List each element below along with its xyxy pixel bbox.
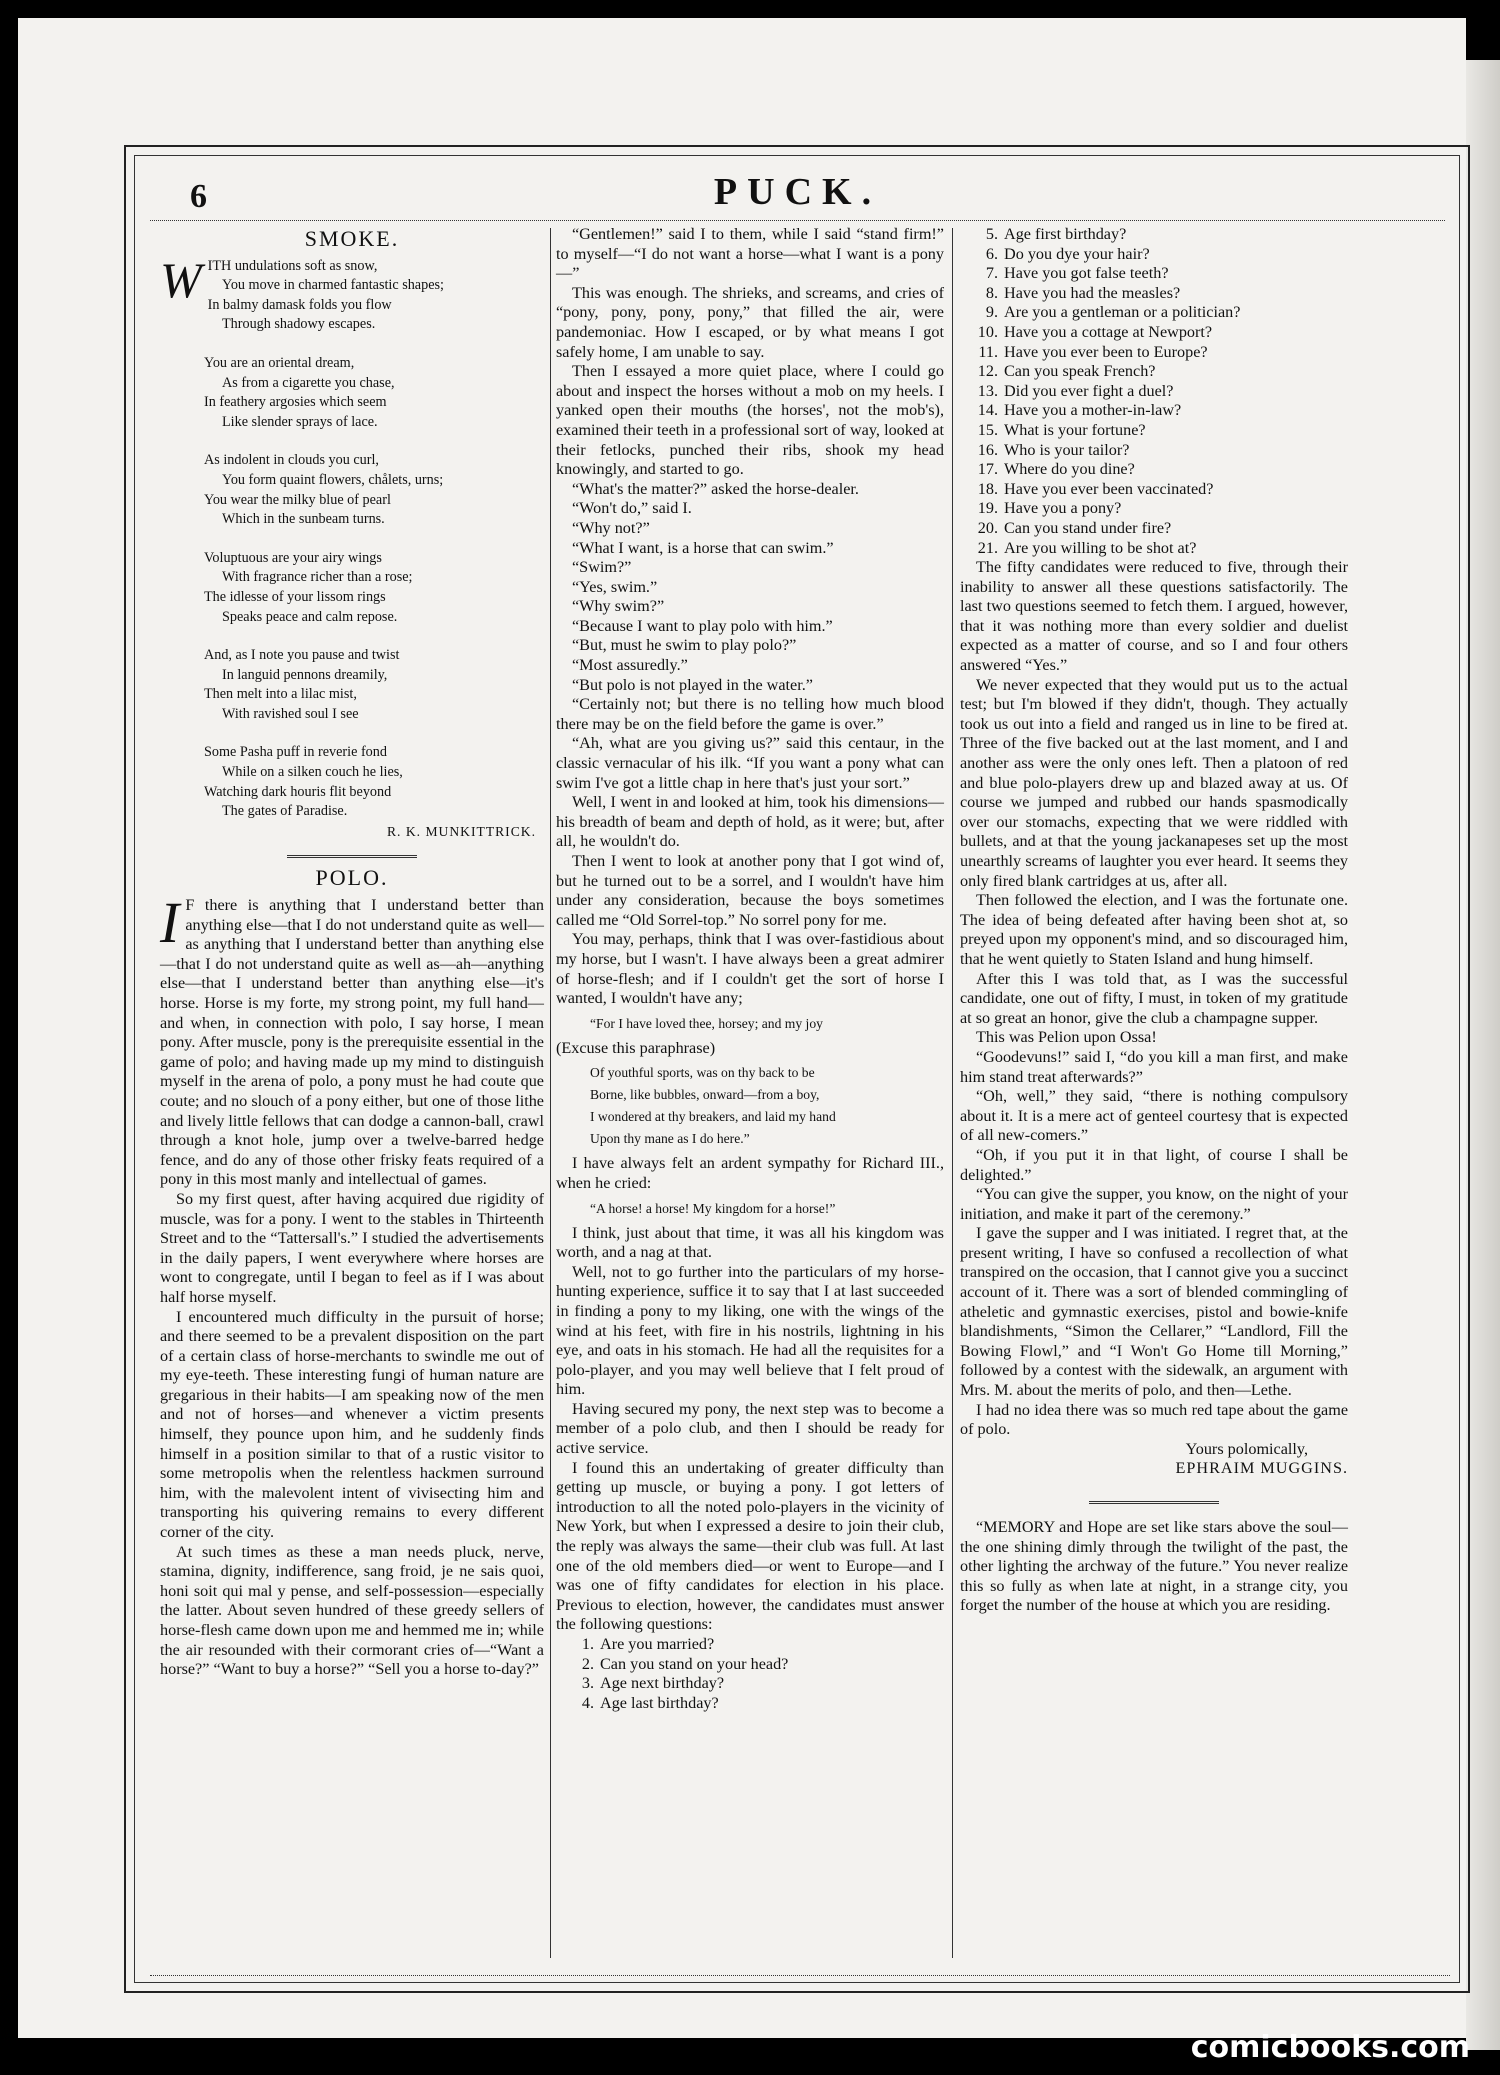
paragraph: The fifty candidates were reduced to five, through their inability to answer all these questions satisfactorily. The last two questions seemed to fetch them. I argued, however, that it was nothing more than every soldier and duelist expected as a matter of course, and so I and four others answered “Yes.”	[960, 558, 1348, 675]
dialogue-line: “What's the matter?” asked the horse-dealer.	[572, 479, 859, 498]
column-3	[960, 225, 1348, 1616]
poem-line: Watching dark houris flit beyond	[204, 783, 392, 800]
paragraph: “Goodevuns!” said I, “do you kill a man first, and make him stand treat afterwards?”	[960, 1047, 1348, 1086]
verse-quote	[556, 1062, 944, 1150]
paragraph: I found this an undertaking of greater difficulty than getting up muscle, or buying a pony. I got letters of introduction to all the noted polo-players in the vicinity of New York, but when I expressed a desire to join their club, the reply was always the same—their club was full. At last one of the old members died—or went to Europe—and I was one of fifty candidates for election in his place. Previous to election, however, the candidates must answer the following questions:	[556, 1458, 944, 1634]
signature: EPHRAIM MUGGINS.	[1175, 1459, 1348, 1478]
quote-richard: “A horse! a horse! My kingdom for a horse!”	[590, 1200, 836, 1216]
paragraph: “Oh, if you put it in that light, of course I shall be delighted.”	[960, 1145, 1348, 1184]
drop-cap: I	[160, 890, 180, 956]
poem-line: With ravished soul I see	[222, 705, 359, 722]
question-list	[960, 225, 1348, 558]
question-item: 16. Who is your tailor?	[977, 440, 1130, 459]
question-item: 9. Are you a gentleman or a politician?	[985, 303, 1241, 322]
question-item: 19. Have you a pony?	[977, 499, 1122, 518]
poem-line: Which in the sunbeam turns.	[222, 511, 385, 528]
question-item: 8. Have you had the measles?	[985, 283, 1181, 302]
poem-line: You move in charmed fantastic shapes;	[222, 277, 444, 294]
paragraph: You may, perhaps, think that I was over-fastidious about my horse, but I wasn't. I have always been a great admirer of horse-flesh; and if I couldn't get the sort of horse I wanted, I wouldn't have any;	[556, 930, 944, 1008]
paragraph: I gave the supper and I was initiated. I regret that, at the present writing, I have so confused a recollection of what transpired on the occasion, that I cannot give you a succinct account of it. There was a sort of blended commingling of atheletic and gymnastic exercises, pistol and bowie-knife blandishments, “Simon the Cellarer,” “Landlord, Fill the Bowing Flowl,” and “I Won't Go Home till Morning,” followed by a contest with the sidewalk, an argument with Mrs. M. about the merits of polo, and then—Lethe.	[960, 1224, 1348, 1400]
dialogue-line: “What I want, is a horse that can swim.”	[572, 538, 834, 557]
question-item: 15. What is your fortune?	[977, 420, 1146, 439]
paragraph: F there is anything that I understand better than anything else—that I do not understand quite as well—as anything that I understand better than anything else—that I do not understand quite as well as—ah—anything else—that I understand better than anything else—it's horse. Horse is my forte, my strong point, my full hand—and when, in connection with polo, I say horse, I mean pony. After muscle, pony is the prerequisite essential in the game of polo; and having made up my mind to distinguish myself in the arena of polo, a pony must he had coute que coute; and no slouch of a pony either, but one of those lithe and lively little fellows that can dodge a cannon-ball, crawl through a knot hole, jump over a twelve-barred hedge fence, and do any of those other frisky feats required of a pony in this most manly and intellectual of games.	[160, 896, 544, 1189]
drop-cap: W	[160, 251, 202, 308]
section-separator	[287, 855, 417, 858]
poem-line: In feathery argosies which seem	[204, 394, 387, 411]
question-item: 11. Have you ever been to Europe?	[978, 342, 1208, 361]
paragraph: At such times as these a man needs pluck, nerve, stamina, dignity, indifference, sang froid, je ne sais quoi, honi soit qui mal y pense, and self-possession—especially the latter. About seven hundred of these greedy sellers of horse-flesh came down upon me and hemmed me in; while the air resounded with their cormorant cries of—“Want a horse?” “Want to buy a horse?” “Sell you a horse to-day?”	[160, 1542, 544, 1679]
question-item: 6. Do you dye your hair?	[985, 244, 1150, 263]
paragraph: Then I essayed a more quiet place, where I could go about and inspect the horses without a mob on my heels. I yanked open their mouths (the horses', not the mob's), examined their teeth in a professional sort of way, looked at their fetlocks, punched their ribs, shook my head knowingly, and started to go.	[556, 362, 944, 479]
poem-line: As indolent in clouds you curl,	[204, 452, 379, 469]
question-item: 21. Are you willing to be shot at?	[977, 538, 1197, 557]
column-2	[556, 225, 944, 1713]
paragraph: We never expected that they would put us to the actual test; but I'm blowed if they didn't, though. They actually took us out into a field and ranged us in line to be fired at. Three of the five backed out at the last moment, and I and another ass were the only ones left. Then a platoon of red and blue polo-players drew up and blazed away at us. Of course we jumped and rubbed our hands spasmodically over our stomachs, expecting that we were riddled with bullets, and at that the young jackanapeses set up the most unearthly screams of laughter you ever heard. It seems they only fired blank cartridges at us, after all.	[960, 675, 1348, 890]
poem-line: As from a cigarette you chase,	[222, 374, 395, 391]
dialogue-line: “But, must he swim to play polo?”	[572, 636, 797, 655]
question-item: 17. Where do you dine?	[977, 460, 1135, 479]
dialogue-line: “Why not?”	[572, 518, 650, 537]
adjacent-page-edge	[1466, 60, 1500, 2050]
poem-line: With fragrance richer than a rose;	[222, 569, 413, 586]
stanza	[204, 451, 544, 529]
column-rule	[550, 228, 551, 1958]
paragraph: Then I went to look at another pony that I got wind of, but he turned out to be a sorrel, and I wouldn't have him under any consideration, because the boys sometimes called me “Old Sorrel-top.” No sorrel pony for me.	[556, 852, 944, 929]
poem-title: SMOKE.	[304, 226, 400, 251]
poem-line: Like slender sprays of lace.	[222, 413, 378, 430]
poem-line: The idlesse of your lissom rings	[204, 588, 386, 605]
question-item: 4. Age last birthday?	[581, 1693, 719, 1712]
paragraph: “Oh, well,” they said, “there is nothing compulsory about it. It is a mere act of genteel courtesy that is expected of all new-comers.”	[960, 1087, 1348, 1145]
masthead: PUCK.	[713, 171, 882, 213]
dialogue-line: “Yes, swim.”	[572, 577, 658, 596]
stanza	[204, 257, 544, 335]
paragraph: After this I was told that, as I was the successful candidate, one out of fifty, I must, in token of my gratitude at so great an honor, give the club a champagne supper.	[960, 969, 1348, 1027]
poem-line: While on a silken couch he lies,	[222, 764, 403, 781]
stanza	[204, 646, 544, 724]
poem-line: In balmy damask folds you flow	[207, 296, 392, 313]
dialogue-line: “Swim?”	[572, 558, 632, 577]
paragraph: This was Pelion upon Ossa!	[976, 1028, 1157, 1047]
question-item: 20. Can you stand under fire?	[977, 518, 1172, 537]
dialogue-line: “But polo is not played in the water.”	[572, 675, 813, 694]
question-item: 18. Have you ever been vaccinated?	[977, 479, 1214, 498]
paragraph: Having secured my pony, the next step was to become a member of a polo club, and then I should be ready for active service.	[556, 1399, 944, 1458]
question-item: 7. Have you got false teeth?	[985, 264, 1169, 283]
poem-line: Through shadowy escapes.	[222, 316, 376, 333]
paragraph: Then followed the election, and I was the fortunate one. The idea of being defeated after having been shot at, so preyed upon my opponent's mind, and so discouraged him, that he went quietly to Staten Island and hung himself.	[960, 891, 1348, 968]
dialogue-line: “Because I want to play polo with him.”	[572, 616, 833, 635]
poem-line: And, as I note you pause and twist	[204, 647, 400, 664]
column-rule	[952, 228, 953, 1958]
poem-author: R. K. MUNKITTRICK.	[386, 823, 536, 839]
paragraph: “Gentlemen!” said I to them, while I said “stand firm!” to myself—“I do not want a horse—what I want is a pony—”	[556, 225, 944, 283]
paragraph: I encountered much difficulty in the pursuit of horse; and there seemed to be a prevalent disposition on the part of a certain class of horse-merchants to swindle me out of my eye-teeth. These interesting fungi of human nature are gregarious in their habits—I am speaking now of the men and not of horses—and whenever a victim presents himself, they pounce upon him, and he suddenly finds himself in a position similar to that of a rustic visitor to some metropolis when the relentless hackmen surround him, with the malevolent intent of vivisecting him and transporting his quivering remains to every different corner of the city.	[160, 1307, 544, 1542]
stanza	[204, 743, 544, 821]
question-item: 3. Age next birthday?	[581, 1674, 725, 1693]
stanza	[204, 354, 544, 432]
question-item: 5. Age first birthday?	[985, 225, 1127, 243]
question-item: 1. Are you married?	[581, 1635, 715, 1653]
dialogue-line: “Won't do,” said I.	[572, 499, 692, 518]
poem-line: You form quaint flowers, chålets, urns;	[222, 471, 444, 488]
poem-line: Speaks peace and calm repose.	[222, 608, 398, 625]
paragraph: “Certainly not; but there is no telling how much blood there may be on the field before the game is over.”	[556, 695, 944, 733]
poem-line: Then melt into a lilac mist,	[204, 686, 357, 703]
paragraph: This was enough. The shrieks, and screams, and cries of “pony, pony, pony, pony,” that filled the air, were pandemoniac. How I escaped, or by what means I got safely home, I am unable to say.	[556, 283, 944, 361]
stanza	[204, 549, 544, 627]
page-header	[150, 168, 1445, 221]
verse-line: Of youthful sports, was on thy back to be	[590, 1065, 815, 1081]
verse-line: Upon thy mane as I do here.”	[590, 1131, 750, 1147]
verse-line: “For I have loved thee, horsey; and my joy	[590, 1015, 823, 1031]
closing: Yours polomically,	[1185, 1439, 1308, 1458]
question-item: 2. Can you stand on your head?	[581, 1654, 789, 1673]
question-item: 14. Have you a mother-in-law?	[977, 401, 1182, 420]
article-title: POLO.	[315, 865, 389, 891]
column-1	[160, 225, 544, 1680]
question-item: 10. Have you a cottage at Newport?	[977, 322, 1213, 341]
dialogue-line: “Most assuredly.”	[572, 656, 688, 675]
section-separator	[1089, 1501, 1219, 1504]
poem-line: ITH undulations soft as snow,	[207, 257, 378, 274]
poem-line: You are an oriental dream,	[204, 354, 355, 371]
paragraph: So my first quest, after having acquired due rigidity of muscle, was for a pony. I went to the stables in Thirteenth Street and to the “Tattersall's.” I studied the advertisements in the daily papers, I went everywhere where horses are wont to congregate, until I began to feel as if I was about half horse myself.	[160, 1189, 544, 1306]
poem-line: In languid pennons dreamily,	[222, 666, 388, 683]
paragraph: “Ah, what are you giving us?” said this centaur, in the classic vernacular of his ilk. “If you want a pony what can swim I've got a little chap in here that's just your sort.”	[556, 734, 944, 792]
paragraph: Well, not to go further into the particulars of my horse-hunting experience, suffice it to say that I at last succeeded in finding a pony to my liking, one with the wings of the wind at his feet, with fire in his nostrils, lightning in his eye, and oats in his stomach. He had all the requisites for a polo-player, and you may well believe that I felt proud of him.	[556, 1262, 944, 1399]
poem-line: You wear the milky blue of pearl	[204, 491, 391, 508]
poem-line: Voluptuous are your airy wings	[204, 549, 382, 566]
question-item: 13. Did you ever fight a duel?	[977, 381, 1174, 400]
verse-line: I wondered at thy breakers, and laid my hand	[590, 1109, 836, 1125]
site-watermark: comicbooks.com	[1190, 2030, 1470, 2065]
paragraph: I had no idea there was so much red tape about the game of polo.	[960, 1400, 1348, 1439]
page-number: 6	[190, 178, 207, 215]
footer-rule	[150, 1975, 1450, 1978]
question-list	[556, 1635, 944, 1713]
question-item: 12. Can you speak French?	[977, 362, 1156, 381]
aside: (Excuse this paraphrase)	[556, 1038, 716, 1057]
poem-line: Some Pasha puff in reverie fond	[204, 744, 387, 761]
verse-line: Borne, like bubbles, onward—from a boy,	[590, 1087, 820, 1103]
dialogue-line: “Why swim?”	[572, 597, 665, 616]
poem-smoke	[160, 251, 544, 822]
paragraph: I think, just about that time, it was all his kingdom was worth, and a nag at that.	[556, 1223, 944, 1262]
paragraph-memory: “MEMORY and Hope are set like stars above the soul—the one shining dimly through the twilight of the past, the other lighting the archway of the future.” You never realize this so fully as when late at night, in a strange city, you forget the number of the house at which you are residing.	[960, 1518, 1348, 1615]
paragraph: I have always felt an ardent sympathy for Richard III., when he cried:	[556, 1154, 944, 1192]
paragraph: Well, I went in and looked at him, took his dimensions—his breadth of beam and depth of hold, as it were; but, after all, he wouldn't do.	[556, 793, 944, 851]
paragraph: “You can give the supper, you know, on the night of your initiation, and make it part of the ceremony.”	[960, 1185, 1348, 1223]
poem-line: The gates of Paradise.	[222, 803, 348, 820]
